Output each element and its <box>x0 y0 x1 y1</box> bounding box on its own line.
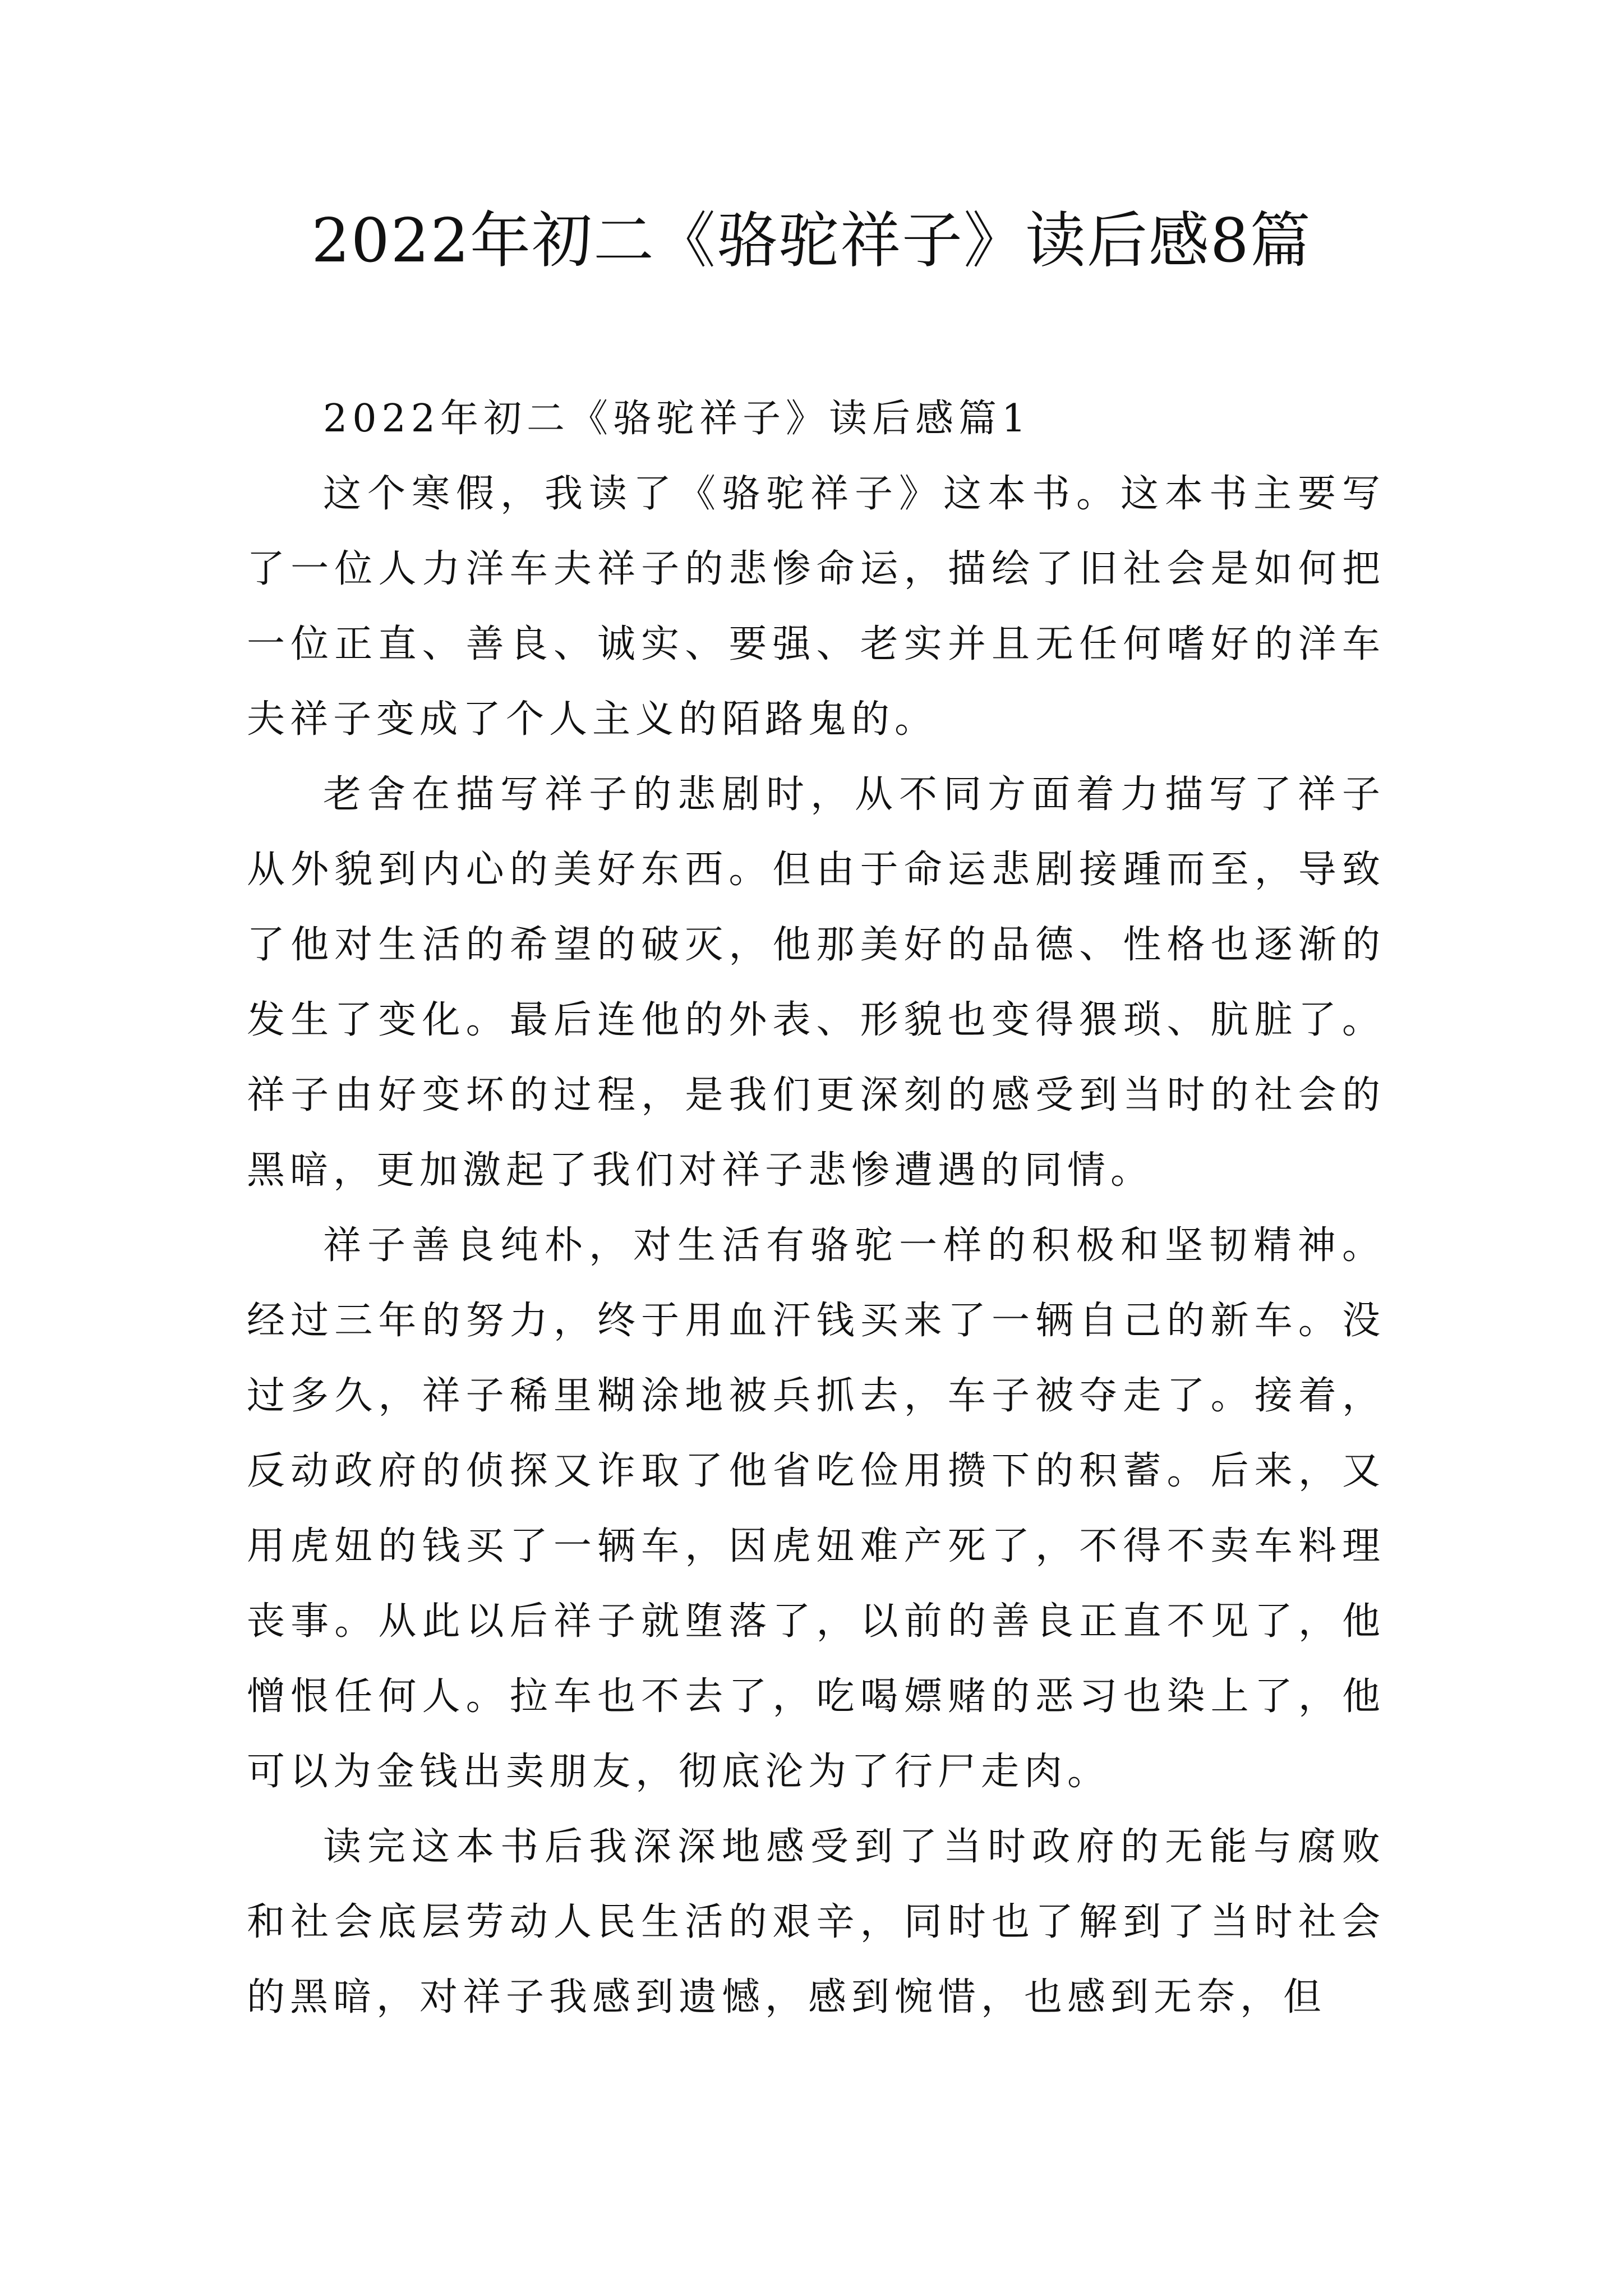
document-title: 2022年初二《骆驼祥子》读后感8篇 <box>311 206 1312 276</box>
document-body <box>247 381 1385 2035</box>
paragraph-4: 读完这本书后我深深地感受到了当时政府的无能与腐败和社会底层劳动人民生活的艰辛，同时也了解到了当时社会的黑暗，对祥子我感到遗憾，感到惋惜，也感到无奈，但 <box>247 1825 1385 2019</box>
paragraph-3: 祥子善良纯朴，对生活有骆驼一样的积极和坚韧精神。经过三年的努力，终于用血汗钱买来了一辆自己的新车。没过多久，祥子稀里糊涂地被兵抓去，车子被夺走了。接着，反动政府的侦探又诈取了他省吃俭用攒下的积蓄。后来，又用虎妞的钱买了一辆车，因虎妞难产死了，不得不卖车料理丧事。从此以后祥子就堕落了，以前的善良正直不见了，他憎恨任何人。拉车也不去了，吃喝嫖赌的恶习也染上了，他可以为金钱出卖朋友，彻底沦为了行尸走肉。 <box>247 1223 1385 1794</box>
paragraph-1: 这个寒假，我读了《骆驼祥子》这本书。这本书主要写了一位人力洋车夫祥子的悲惨命运，描绘了旧社会是如何把一位正直、善良、诚实、要强、老实并且无任何嗜好的洋车夫祥子变成了个人主义的陌路鬼的。 <box>247 472 1385 742</box>
section-heading: 2022年初二《骆驼祥子》读后感篇1 <box>323 397 1031 441</box>
paragraph-2: 老舍在描写祥子的悲剧时，从不同方面着力描写了祥子从外貌到内心的美好东西。但由于命运悲剧接踵而至，导致了他对生活的希望的破灭，他那美好的品德、性格也逐渐的发生了变化。最后连他的外表、形貌也变得猥琐、肮脏了。祥子由好变坏的过程，是我们更深刻的感受到当时的社会的黑暗，更加激起了我们对祥子悲惨遭遇的同情。 <box>247 772 1385 1193</box>
